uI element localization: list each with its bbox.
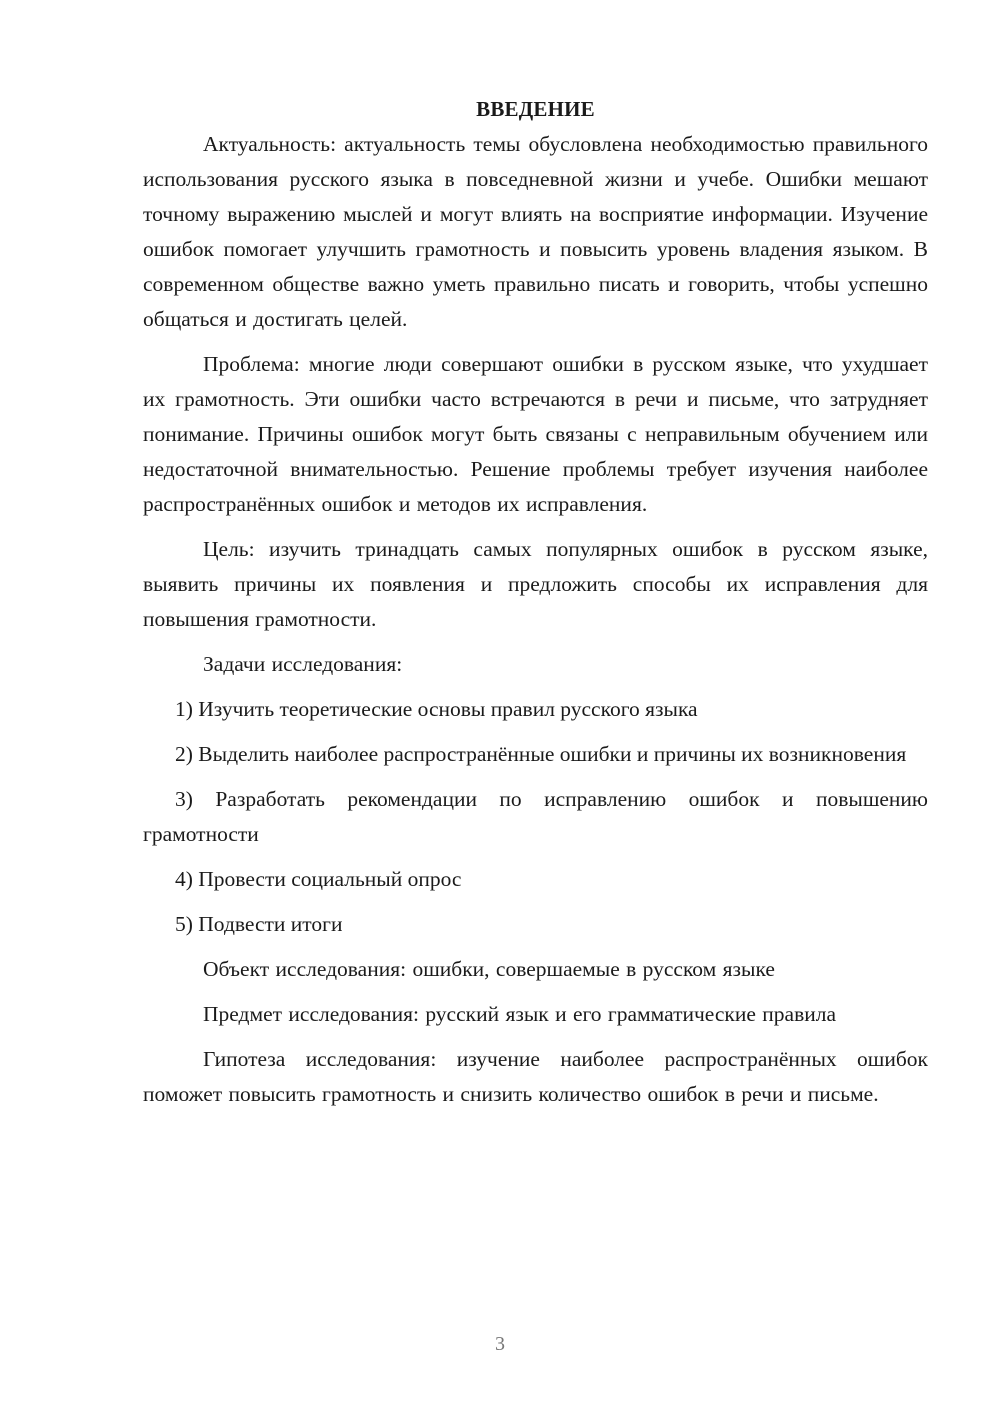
paragraph-spacer bbox=[143, 772, 928, 782]
paragraph-spacer bbox=[143, 987, 928, 997]
paragraph-spacer bbox=[143, 852, 928, 862]
paragraph-spacer bbox=[143, 337, 928, 347]
paragraph-spacer bbox=[143, 942, 928, 952]
task-item-3: 3) Разработать рекомендации по исправлению ошибок и повышению грамотности bbox=[143, 787, 928, 846]
paragraph-spacer bbox=[143, 682, 928, 692]
paragraph-spacer bbox=[143, 637, 928, 647]
document-page bbox=[143, 92, 928, 1112]
paragraph-problem: Проблема: многие люди совершают ошибки в русском языке, что ухудшает их грамотность. Эти ошибки часто встречаются в речи и письме, что затрудняет понимание. Причины ошибок могут быть связаны с неправильным обучением или недостаточной внимательностью. Решение проблемы требует изучения наиболее распространённых ошибок и методов их исправления. bbox=[143, 352, 928, 516]
paragraph-spacer bbox=[143, 727, 928, 737]
task-item-2: 2) Выделить наиболее распространённые ошибки и причины их возникновения bbox=[175, 742, 907, 766]
research-subject: Предмет исследования: русский язык и его грамматические правила bbox=[203, 1002, 837, 1026]
page-title: ВВЕДЕНИЕ bbox=[476, 97, 595, 121]
research-object: Объект исследования: ошибки, совершаемые в русском языке bbox=[203, 957, 775, 981]
task-item-4: 4) Провести социальный опрос bbox=[175, 867, 462, 891]
task-item-1: 1) Изучить теоретические основы правил русского языка bbox=[175, 697, 698, 721]
page-number: 3 bbox=[495, 1333, 505, 1355]
paragraph-goal: Цель: изучить тринадцать самых популярных ошибок в русском языке, выявить причины их появления и предложить способы их исправления для повышения грамотности. bbox=[143, 537, 928, 631]
paragraph-relevance: Актуальность: актуальность темы обусловлена необходимостью правильного использования русского языка в повседневной жизни и учебе. Ошибки мешают точному выражению мыслей и могут влиять на восприятие информации. Изучение ошибок помогает улучшить грамотность и повысить уровень владения языком. В современном обществе важно уметь правильно писать и говорить, чтобы успешно общаться и достигать целей. bbox=[143, 132, 928, 331]
paragraph-spacer bbox=[143, 1032, 928, 1042]
task-item-5: 5) Подвести итоги bbox=[175, 912, 343, 936]
tasks-heading: Задачи исследования: bbox=[203, 652, 403, 676]
paragraph-spacer bbox=[143, 897, 928, 907]
paragraph-spacer bbox=[143, 522, 928, 532]
research-hypothesis: Гипотеза исследования: изучение наиболее распространённых ошибок поможет повысить грамотность и снизить количество ошибок в речи и письме. bbox=[143, 1047, 928, 1106]
